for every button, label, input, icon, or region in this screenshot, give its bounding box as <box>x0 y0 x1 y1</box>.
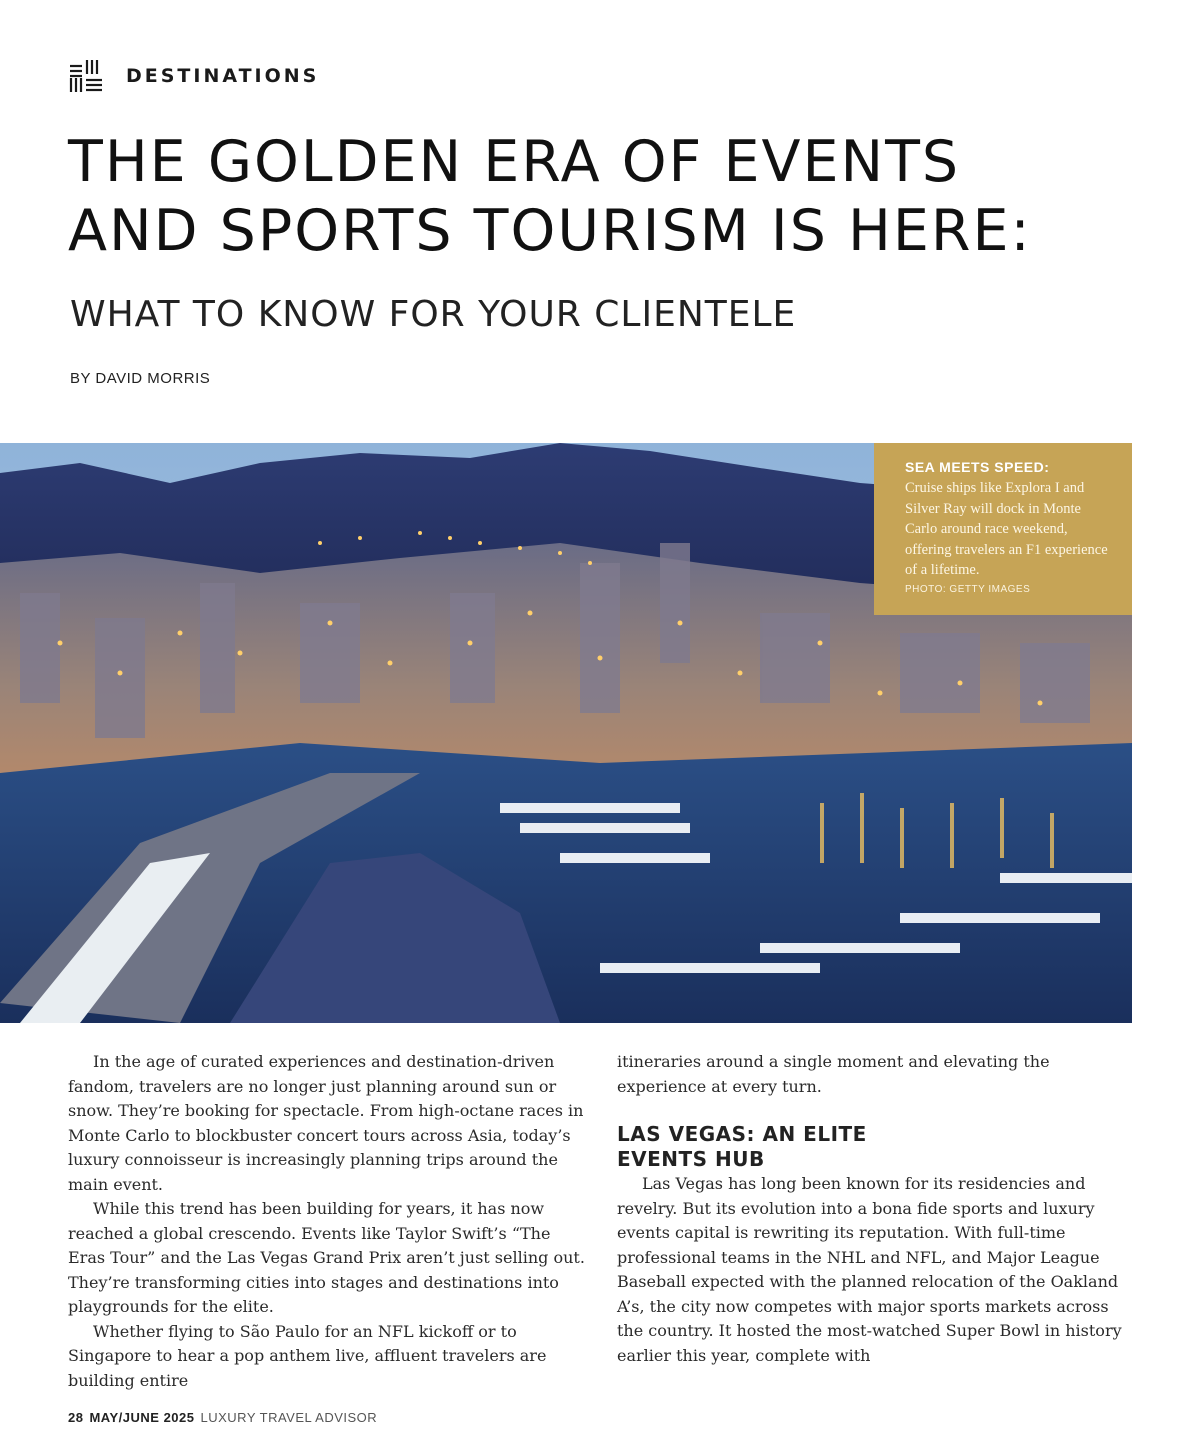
body-paragraph: While this trend has been building for years, it has now reached a global crescendo. Events like Taylor Swift’s “The Eras Tour” and the Las Vegas Grand Prix aren’t just selling out. They’re transforming cities into stages and destinations into playgrounds for the elite. <box>68 1199 585 1316</box>
page-footer <box>68 1410 377 1425</box>
body-column-left <box>68 1050 588 1393</box>
article-title <box>68 128 1168 266</box>
issue-date: MAY/JUNE 2025 <box>89 1410 195 1425</box>
article-subtitle: WHAT TO KNOW FOR YOUR CLIENTELE <box>70 294 797 335</box>
caption-heading: SEA MEETS SPEED: <box>905 459 1050 475</box>
caption-body: Cruise ships like Explora I and Silver Ray will dock in Monte Carlo around race weekend, offering travelers an F1 experience of a lifetime. <box>905 480 1108 579</box>
page-number: 28 <box>68 1410 84 1425</box>
photo-caption <box>874 443 1132 615</box>
body-paragraph: Las Vegas has long been known for its residencies and revelry. But its evolution into a bona fide sports and luxury events capital is rewriting its reputation. With full-time professional teams in the NHL and NFL, and Major League Baseball expected with the planned relocation of the Oakland A’s, the city now competes with major sports markets across the country. It hosted the most-watched Super Bowl in history earlier this year, complete with <box>617 1174 1122 1365</box>
body-paragraph-continued: itineraries around a single moment and elevating the experience at every turn. <box>617 1052 1050 1096</box>
byline: BY DAVID MORRIS <box>70 370 211 387</box>
body-paragraph: In the age of curated experiences and destination-driven fandom, travelers are no longer just planning around sun or snow. They’re booking for spectacle. From high-octane races in Monte Carlo to blockbuster concert tours across Asia, today’s luxury connoisseur is increasingly planning trips around the main event. <box>68 1052 584 1194</box>
photo-credit: PHOTO: GETTY IMAGES <box>905 583 1031 595</box>
subhead-line-1: LAS VEGAS: AN ELITE <box>617 1122 867 1146</box>
publication-name: LUXURY TRAVEL ADVISOR <box>200 1410 378 1425</box>
subhead-line-2: EVENTS HUB <box>617 1147 765 1171</box>
woven-grid-logo-icon <box>68 58 104 94</box>
section-tag <box>68 58 319 94</box>
section-subhead <box>617 1122 1137 1172</box>
title-line-2: AND SPORTS TOURISM IS HERE: <box>68 198 1032 264</box>
body-column-right <box>617 1050 1137 1368</box>
section-label: DESTINATIONS <box>126 65 320 87</box>
title-line-1: THE GOLDEN ERA OF EVENTS <box>68 129 961 195</box>
body-paragraph: Whether flying to São Paulo for an NFL kickoff or to Singapore to hear a pop anthem live, affluent travelers are building entire <box>68 1321 547 1390</box>
